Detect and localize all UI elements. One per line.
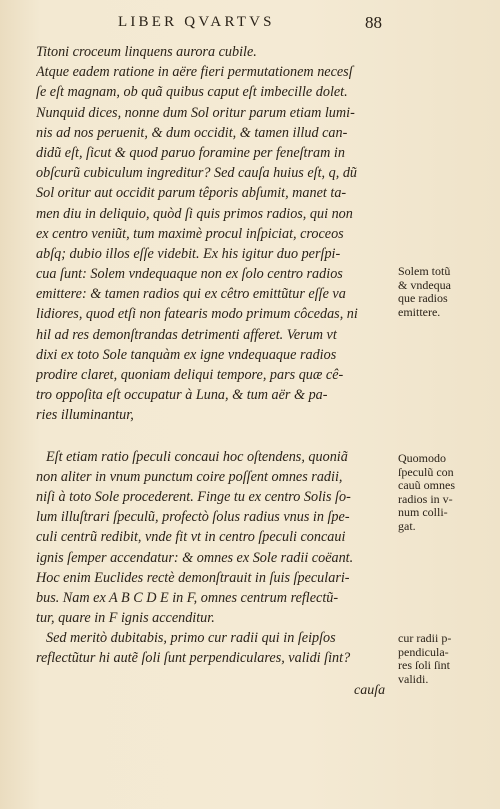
text-line: lidiores, quod etſi non fatearis modo primum côcedas, ni [36, 306, 358, 323]
text-line: ex centro veniũt, tum maximè procul inſpiciat, croceos [36, 225, 344, 242]
main-text-block [36, 42, 401, 669]
text-line: niſi à toto Sole procederent. Finge tu ex centro Solis ſo- [36, 488, 351, 505]
margin-note-line: validi. [398, 672, 429, 686]
margin-note-line: Solem totũ [398, 265, 451, 278]
text-line: culi centrũ redibit, vnde fit vt in centro ſpeculi concaui [36, 529, 346, 546]
page-header [0, 10, 500, 34]
margin-note-line: num colli- [398, 506, 448, 519]
text-line: bus. Nam ex A B C D E in F, omnes centrum reflectũ- [36, 589, 339, 606]
text-line: abſq; dubio illos eſſe videbit. Ex his igitur duo perſpi- [36, 245, 341, 262]
text-line: Nunquid dices, nonne dum Sol oritur parum etiam lumi- [36, 104, 355, 121]
text-line: emittere: & tamen radios qui ex cêtro emittũtur eſſe va [36, 286, 346, 303]
text-line: cua ſunt: Solem vndequaque non ex ſolo centro radios [36, 266, 343, 283]
margin-note-line: Quomodo [398, 452, 446, 465]
text-line: non aliter in vnum punctum coire poſſent omnes radii, [36, 468, 343, 485]
text-line: dixi ex toto Sole tanquàm ex igne vndequaque radios [36, 346, 337, 363]
text-line: lum illuſtrari ſpeculũ, profectò ſolus radius vnus in ſpe- [36, 509, 350, 526]
text-line: prodire claret, quoniam deliqui tempore, pars quæ cê- [36, 367, 344, 383]
running-head: LIBER QVARTVS [118, 14, 275, 30]
margin-note-line: gat. [398, 519, 416, 533]
margin-note-line: ſpeculũ con [398, 465, 454, 479]
margin-note-solem [398, 265, 498, 319]
text-line: tur, quare in F ignis accenditur. [36, 610, 215, 627]
text-line: ignis ſemper accendatur: & omnes ex Sole radii coëant. [36, 549, 354, 566]
margin-note-line: emittere. [398, 305, 441, 319]
text-line: Sed meritò dubitabis, primo cur radii qui in ſeipſos [46, 630, 336, 647]
text-line: Titoni croceum linquens aurora cubile. [36, 44, 257, 60]
margin-note-line: cur radii p- [398, 632, 452, 645]
text-line: Atque eadem ratione in aëre fieri permutationem necesſ [36, 64, 353, 81]
text-line: didũ eſt, ſicut & quod paruo foramine per feneſtram in [36, 144, 345, 161]
text-line: obſcurũ cubiculum ingreditur? Sed cauſa huius eſt, q, dũ [36, 165, 358, 182]
text-line: ſe eſt magnam, ob quã quibus caput eſt imbecille dolet. [36, 84, 348, 101]
text-line: nis ad nos peruenit, & dum occidit, & tamen illud can- [36, 124, 348, 141]
text-line: men diu in deliquio, quòd ſi quis primos radios, qui non [36, 205, 353, 222]
text-line: reflectũtur hi autẽ ſoli ſunt perpendiculares, validi ſint? [36, 650, 351, 667]
margin-note-line: pendicula- [398, 645, 449, 659]
margin-note-line: radios in v- [398, 492, 453, 506]
paragraph-gap [36, 426, 401, 447]
margin-note-line: cauũ omnes [398, 479, 455, 492]
text-line: Hoc enim Euclides rectè demonſtrauit in ſuis ſpeculari- [36, 569, 350, 586]
text-line: ries illuminantur, [36, 407, 134, 424]
margin-note-cur-radii [398, 632, 498, 686]
text-line: hil ad res demonſtrandas detrimenti afferet. Verum vt [36, 326, 337, 343]
text-line: Eſt etiam ratio ſpeculi concaui hoc oſtendens, quoniã [46, 448, 348, 465]
margin-note-line: & vndequa [398, 278, 451, 292]
margin-note-line: res ſoli ſint [398, 659, 450, 672]
margin-note-line: que radios [398, 292, 448, 305]
margin-note-quomodo [398, 452, 498, 533]
text-line: tro oppoſita eſt occupatur à Luna, & tum aër & pa- [36, 387, 328, 404]
page-number: 88 [365, 13, 382, 32]
text-line: Sol oritur aut occidit parum têporis abſumit, manet ta- [36, 185, 347, 202]
catchword: cauſa [354, 683, 386, 698]
